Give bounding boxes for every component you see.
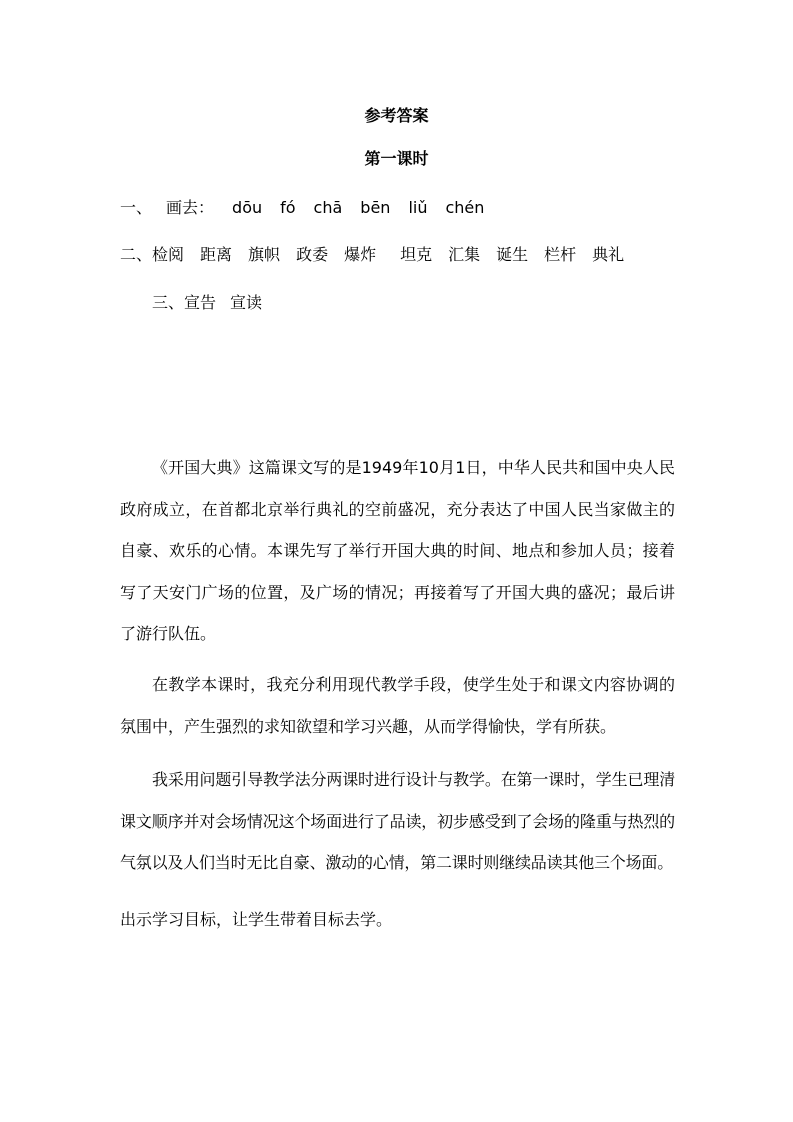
page-title: 参考答案 <box>364 106 429 125</box>
word-item: 汇集 <box>448 245 481 264</box>
word-item: 栏杆 <box>544 245 577 264</box>
pinyin-item: dōu <box>232 198 263 217</box>
page-subtitle: 第一课时 <box>364 149 429 168</box>
section-number: 一、 <box>120 198 153 217</box>
word-item: 宣告 <box>184 293 217 312</box>
section-label: 画去： <box>166 198 215 217</box>
paragraph-intro: 《开国大典》这篇课文写的是1949年10月1日，中华人民共和国中央人民政府成立，在首都北京举行典礼的空前盛况，充分表达了中国人民当家做主的自豪、欢乐的心情。本课先写了举行开国大典的时间、地点和参加人员；接着写了天安门广场的位置，及广场的情况；再接着写了开国大典的盛况；最后讲了游行队伍。 <box>120 458 675 643</box>
word-item: 坦克 <box>400 245 433 264</box>
word-item: 爆炸 <box>344 245 377 264</box>
pinyin-item: bēn <box>360 198 391 217</box>
word-item: 诞生 <box>496 245 529 264</box>
word-item: 典礼 <box>592 245 625 264</box>
answer-line-1 <box>120 195 484 218</box>
answer-line-3 <box>152 290 276 313</box>
paragraph-method: 我采用问题引导教学法分两课时进行设计与教学。在第一课时，学生已理清课文顺序并对会场情况这个场面进行了品读，初步感受到了会场的隆重与热烈的气氛以及人们当时无比自豪、激动的心情，第二课时则继续品读其他三个场面。 <box>120 770 675 872</box>
paragraph-teaching: 在教学本课时，我充分利用现代教学手段，使学生处于和课文内容协调的氛围中，产生强烈的求知欲望和学习兴趣，从而学得愉快，学有所获。 <box>120 675 675 736</box>
word-item: 政委 <box>296 245 329 264</box>
pinyin-item: chén <box>445 198 485 217</box>
pinyin-item: chā <box>313 198 343 217</box>
word-item: 距离 <box>200 245 233 264</box>
paragraph-goal: 出示学习目标，让学生带着目标去学。 <box>120 910 393 929</box>
pinyin-item: liǔ <box>408 198 428 217</box>
word-item: 宣读 <box>230 293 263 312</box>
section-number: 三、 <box>152 293 185 312</box>
word-item: 检阅 <box>152 245 185 264</box>
pinyin-item: fó <box>280 198 296 217</box>
word-item: 旗帜 <box>248 245 281 264</box>
answer-line-2 <box>120 242 640 265</box>
section-number: 二、 <box>120 245 153 264</box>
